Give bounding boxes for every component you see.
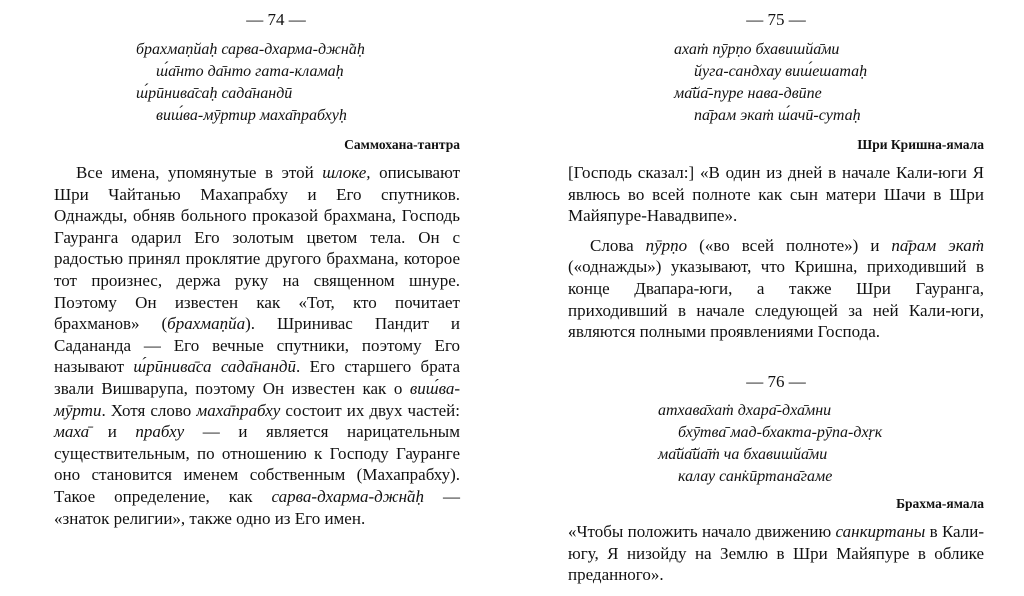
verse-line: па̄рам экаṁ ш́ачӣ-сутаḥ (694, 107, 861, 124)
paragraph: «Чтобы положить начало движению санкиртаны в Кали-югу, Я низойду на Землю в Шри Майяпуре в облике преданного». (568, 522, 984, 585)
verse-line: йуга-сандхау виш́ешатаḥ (694, 63, 868, 80)
verse-line: бхӯтва̄ мад-бхакта-рӯпа-дхṛк (678, 424, 883, 441)
verse-line: ма̄йа̄йа̄ṁ ча бхавишйа̄ми (658, 446, 828, 463)
page-number-75: — 75 — (746, 10, 806, 29)
verse-line: виш́ва-мӯртир маха̄прабхуḥ (156, 107, 347, 124)
commentary (568, 162, 984, 343)
verse-source: Саммохана-тантра (344, 137, 460, 152)
right-page (512, 0, 1024, 596)
verse-line: ш́рӣнива̄саḥ сада̄нандӣ (136, 85, 293, 102)
verse-line: ахаṁ пӯрṇо бхавишйа̄ми (674, 41, 840, 58)
verse-block (674, 39, 867, 127)
commentary (568, 521, 984, 586)
paragraph: [Господь сказал:] «В один из дней в начале Кали-юги Я явлюсь во всей полноте как сын матери Шачи в Шри Майяпуре-Навадвипе». (568, 163, 984, 226)
verse-line: атхава̄хаṁ дхара̄-дха̄мни (658, 402, 832, 419)
verse-block (658, 400, 882, 488)
verse-block (136, 39, 365, 127)
paragraph: Слова пӯрṇо («во всей полноте») и па̄рам экаṁ («однажды») указывают, что Кришна, приходивший в конце Двапара-юги, а также Шри Гауранга, приходивший в начале следующей за ней Кали-юги, являются полными проявлениями Господа. (568, 235, 985, 342)
verse-line: ш́а̄нто да̄нто гата-кламаḥ (156, 63, 344, 80)
commentary (54, 162, 460, 529)
verse-line: ма̄йа̄-пуре нава-двӣпе (674, 85, 822, 102)
verse-line: брахмаṇйаḥ сарва-дхарма-джн̃аḥ (136, 41, 365, 58)
page-number-76: — 76 — (746, 372, 806, 391)
paragraph: Все имена, упомянутые в этой шлоке, описывают Шри Чайтанью Махапрабху и Его спутников. Однажды, обняв больного проказой брахмана, Господь Гауранга одарил Его золотым цветом тела. Он с радостью принял проклятие другого брахмана, которое тот произнес, держа руку на священном шнуре. Поэтому Он известен как «Тот, кто почитает брахманов» (брахмаṇйа). Шринивас Пандит и Садананда — Его вечные спутники, поэтому Его называют ш́рӣнива̄са сада̄нандӣ. Его старшего брата звали Вишварупа, поэтому Он известен как о виш́ва-мӯрти. Хотя слово маха̄прабху состоит их двух частей: маха̄ и прабху — и является нарицательным существительным, по отношению к Господу Гауранге оно становится именем собственным (Махапрабху). Такое определение, как сарва-дхарма-джн̃аḥ — «знаток религии», также одно из Его имен. (54, 163, 460, 528)
verse-line: калау сан̇кӣртана̄гаме (678, 468, 833, 485)
verse-source: Брахма-ямала (896, 496, 984, 511)
page-number-74: — 74 — (246, 10, 306, 29)
verse-source: Шри Кришна-ямала (857, 137, 984, 152)
